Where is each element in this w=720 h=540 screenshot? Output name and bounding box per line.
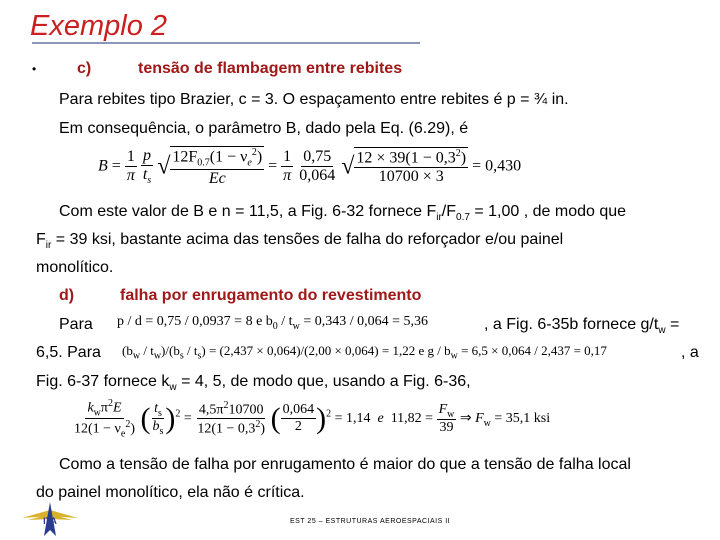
para3-after2: , a (681, 344, 699, 361)
inline-eq-a: p / d = 0,75 / 0,0937 = 8 e $b_0 / t_w = 0,343 / 0,064 = 5,36$ (117, 314, 428, 332)
para4-line2: do painel monolítico, ela não é crítica. (36, 484, 305, 501)
equation-B: B = $\frac{1}{\pi}$ $\frac{p}{t_s}$ √ $\frac{12F_{0.7}(1 - \nu_e^2)}{Ec}$ = $\frac{1}{\pi}$ $\frac{0,75}{0,064}$ √ $\frac{12 \times 39(1 - 0,3^2)}{10700 \times 3}$ = 0,430 (98, 147, 522, 187)
svg-text:ITA: ITA (43, 516, 57, 526)
para3-line3: Fig. 6-37 fornece $k_w = 4$, 5, de modo que, usando a Fig. 6-36, (36, 373, 471, 394)
para2-line1: Com este valor de B e n = 11,5, a Fig. 6-32 fornece $F_{ir}/F_{0.7} = 1,00$ , de modo que (59, 203, 627, 224)
inline-eq-b: $(b_w / t_w)/(b_s / t_s) = (2,437 \times 0,064)/(2,00 \times 0,064) = 1,22$ e $g / b_w = 6,5 \times 0,064 / 2,437 = 0,17$ (122, 343, 607, 362)
item-d-letter: d) (59, 287, 75, 304)
para1-line2: Em consequência, o parâmetro B, dado pela Eq. (6.29), é (59, 120, 469, 137)
item-c-letter: c) (77, 60, 92, 77)
para3-line2: 6,5. Para (36, 344, 101, 361)
ita-logo (20, 496, 80, 540)
para1-line1: Para rebites tipo Brazier, c = 3. O espaçamento entre rebites é p = ¾ in. (59, 91, 569, 108)
para3-para: Para (59, 316, 93, 333)
para4-line1: Como a tensão de falha por enrugamento é maior do que a tensão de falha local (59, 456, 631, 473)
footer-course: EST 25 – ESTRUTURAS AEROESPACIAIS II (290, 518, 451, 525)
para2-line3: monolítico. (36, 259, 114, 276)
bullet: • (32, 62, 37, 76)
item-d-heading: falha por enrugamento do revestimento (120, 287, 422, 304)
para3-after: , a Fig. 6-35b fornece $g/t_w$ = (484, 316, 680, 337)
item-c-heading: tensão de flambagem entre rebites (138, 60, 403, 77)
equation-Fw: $\frac{k_w\pi^2E}{12(1 - \nu_e^2)}$ ( $\frac{t_s}{b_s}$ )$^2$ = $\frac{4,5\pi^210700}{12(1 - 0,3^2)}$ ( $\frac{0,064}{2}$ )$^2$ = 1,14 e 11,82 = $\frac{F_w}{39}$ ⇒ $F_w = 35,1$ ksi (74, 398, 551, 440)
title-underline (32, 42, 420, 44)
para2-line2: $F_{ir} = 39$ ksi, bastante acima das tensões de falha do reforçador e/ou painel (36, 231, 564, 252)
slide-title: Exemplo 2 (30, 10, 168, 42)
